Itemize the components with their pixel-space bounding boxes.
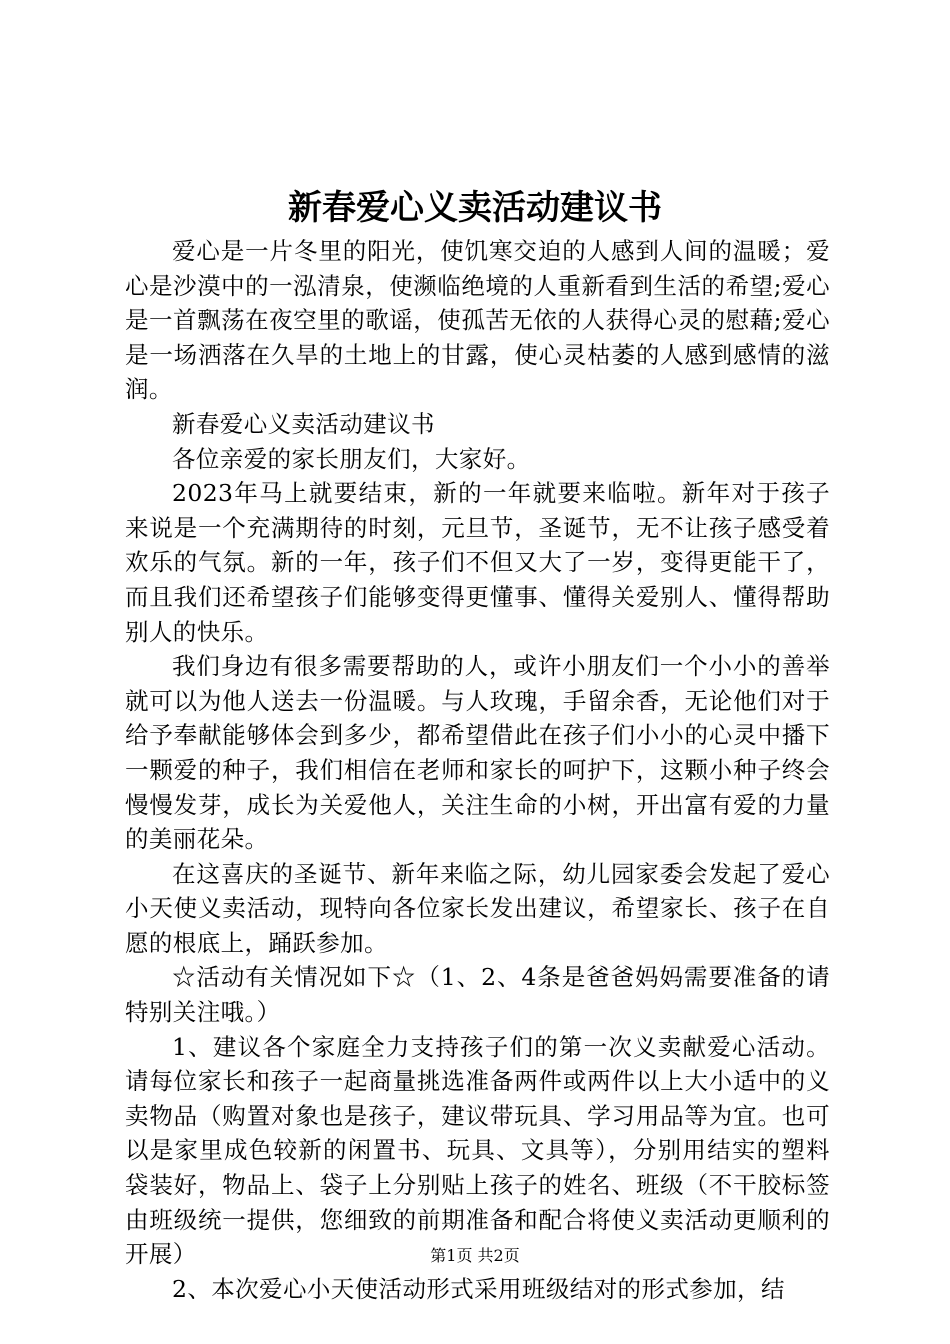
- paragraph: ☆活动有关情况如下☆（1、2、4条是爸爸妈妈需要准备的请特别关注哦。）: [125, 963, 830, 1027]
- paragraph: 各位亲爱的家长朋友们，大家好。: [172, 444, 531, 473]
- paragraph: 爱心是一片冬里的阳光，使饥寒交迫的人感到人间的温暖；爱心是沙漠中的一泓清泉，使濒临绝境的人重新看到生活的希望;爱心是一首飘荡在夜空里的歌谣，使孤苦无依的人获得心灵的慰藉;爱心是一场洒落在久旱的土地上的甘露，使心灵枯萎的人感到感情的滋润。: [125, 237, 830, 404]
- document-body: [125, 234, 830, 1306]
- paragraph: 1、建议各个家庭全力支持孩子们的第一次义卖献爱心活动。请每位家长和孩子一起商量挑选准备两件或两件以上大小适中的义卖物品（购置对象也是孩子，建议带玩具、学习用品等为宜。也可以是家里成色较新的闲置书、玩具、文具等），分别用结实的塑料袋装好，物品上、袋子上分别贴上孩子的姓名、班级（不干胶标签由班级统一提供，您细致的前期准备和配合将使义卖活动更顺利的开展）: [125, 1032, 830, 1269]
- page-number-footer: 第1页 共2页: [430, 1246, 520, 1265]
- paragraph: 2、本次爱心小天使活动形式采用班级结对的形式参加，结: [172, 1274, 785, 1303]
- paragraph: 在这喜庆的圣诞节、新年来临之际，幼儿园家委会发起了爱心小天使义卖活动，现特向各位家长发出建议，希望家长、孩子在自愿的根底上，踊跃参加。: [125, 859, 830, 957]
- paragraph: 我们身边有很多需要帮助的人，或许小朋友们一个小小的善举就可以为他人送去一份温暖。与人玫瑰，手留余香，无论他们对于给予奉献能够体会到多少，都希望借此在孩子们小小的心灵中播下一颗爱的种子，我们相信在老师和家长的呵护下，这颗小种子终会慢慢发芽，成长为关爱他人，关注生命的小树，开出富有爱的力量的美丽花朵。: [125, 652, 830, 854]
- paragraph: 新春爱心义卖活动建议书: [172, 409, 435, 438]
- document-title: 新春爱心义卖活动建议书: [288, 188, 662, 228]
- paragraph: 2023年马上就要结束，新的一年就要来临啦。新年对于孩子来说是一个充满期待的时刻，元旦节，圣诞节，无不让孩子感受着欢乐的气氛。新的一年，孩子们不但又大了一岁，变得更能干了，而且我们还希望孩子们能够变得更懂事、懂得关爱别人、懂得帮助别人的快乐。: [125, 479, 830, 646]
